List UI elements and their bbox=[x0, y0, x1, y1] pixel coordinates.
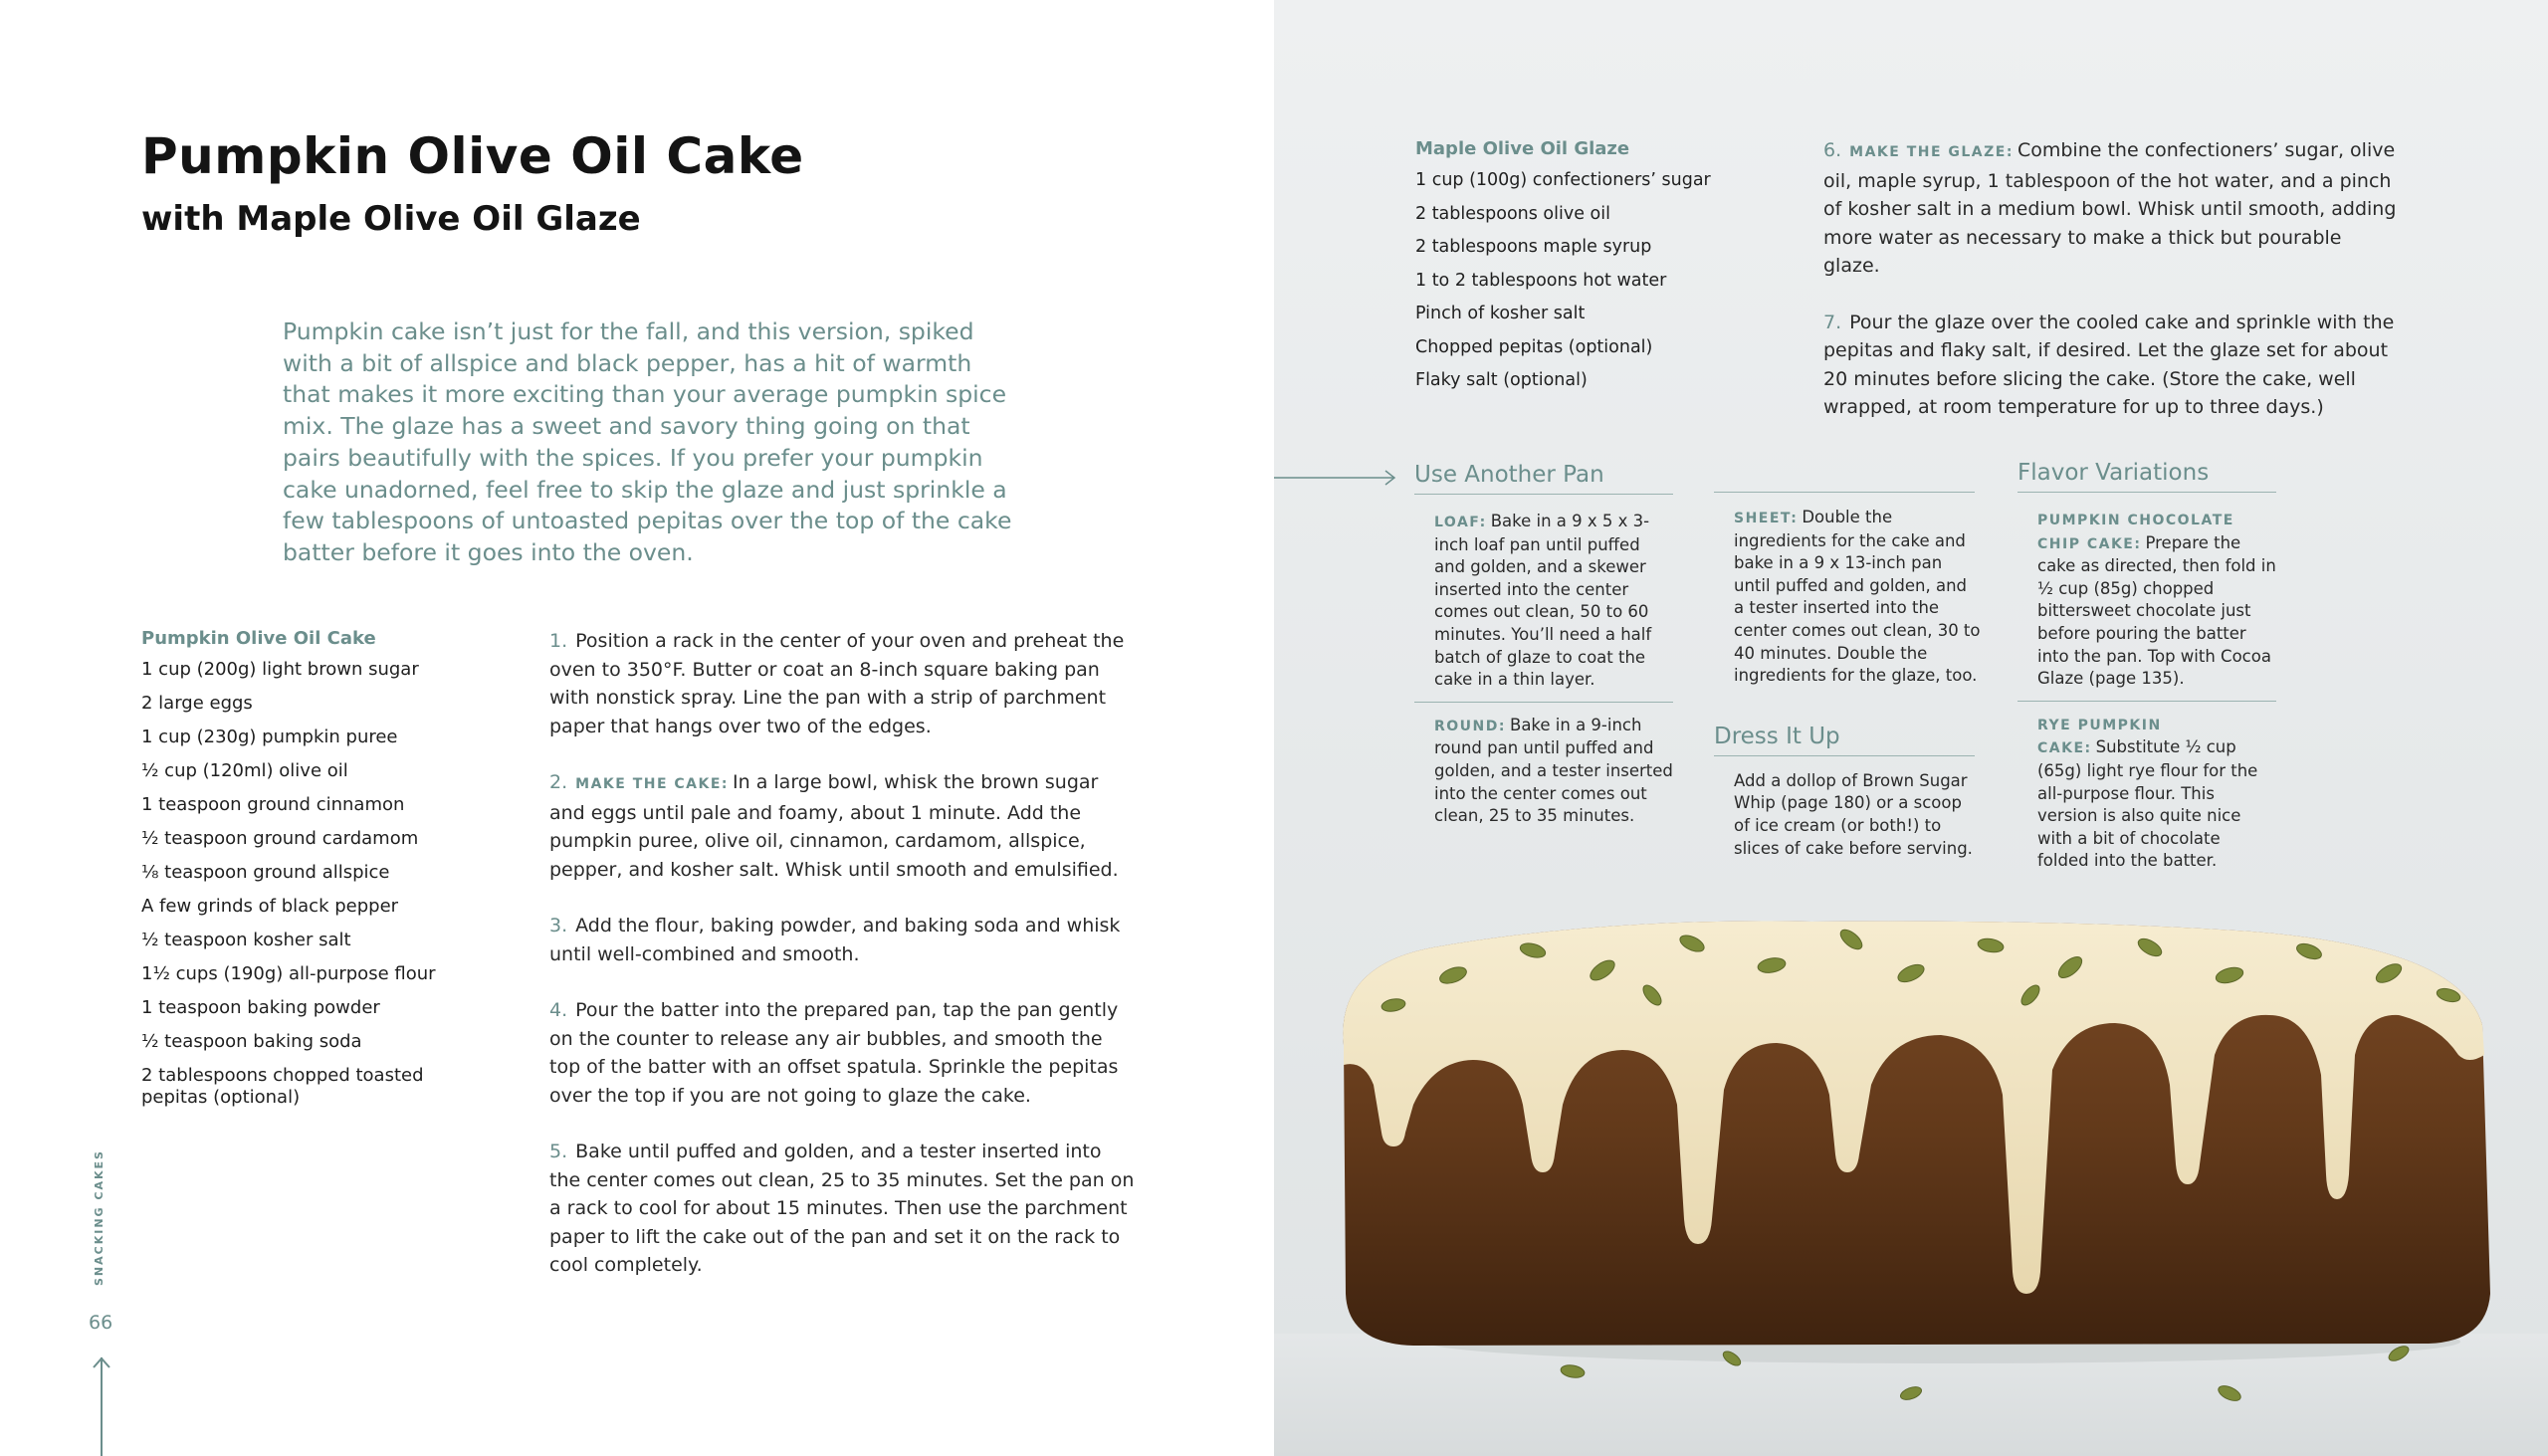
page-number: 66 bbox=[89, 1312, 113, 1334]
up-arrow-icon bbox=[92, 1355, 111, 1369]
ingredient-item: ½ teaspoon ground cardamom bbox=[141, 828, 419, 849]
ingredient-item: Pinch of kosher salt bbox=[1415, 304, 1586, 323]
chocolate-variation bbox=[2017, 509, 2276, 691]
right-arrow-icon bbox=[1274, 468, 1397, 488]
step-number: 7. bbox=[1823, 311, 1842, 333]
glaze-ingredients bbox=[1415, 138, 1734, 403]
ingredient-item: 1½ cups (190g) all-purpose flour bbox=[141, 963, 436, 984]
step-number: 3. bbox=[549, 915, 568, 936]
step-text: In a large bowl, whisk the brown sugar and eggs until pale and foamy, about 1 minute. Add the pumpkin puree, olive oil, cinnamon, cardamom, allspice, pepper, and kosher salt. Whisk until smooth and emulsified. bbox=[549, 771, 1119, 881]
ingredient-item: ½ teaspoon baking soda bbox=[141, 1031, 362, 1052]
ingredient-item: 1 cup (100g) confectioners’ sugar bbox=[1415, 170, 1711, 190]
cake-ingredients bbox=[141, 628, 510, 1121]
glaze-ingredients-heading: Maple Olive Oil Glaze bbox=[1415, 138, 1630, 159]
ingredient-item: 2 tablespoons olive oil bbox=[1415, 203, 1610, 224]
rye-text: Substitute ½ cup (65g) light rye flour for the all-purpose flour. This version is also quite nice with a bit of chocolate folded into the batter. bbox=[2037, 737, 2258, 871]
cake-photo bbox=[1274, 856, 2548, 1456]
chocolate-lead: PUMPKIN CHOCOLATE CHIP CAKE: bbox=[2037, 513, 2234, 552]
sheet-lead: SHEET: bbox=[1734, 511, 1799, 526]
round-text: Bake in a 9-inch round pan until puffed and golden, and a tester inserted into the center comes out clean, 25 to 35 minutes. bbox=[1434, 715, 1673, 826]
step-lead: MAKE THE GLAZE: bbox=[1849, 144, 2014, 160]
chocolate-text: Prepare the cake as directed, then fold in ½ cup (85g) chopped bittersweet chocolate just before pouring the batter into the pan. Top with Cocoa Glaze (page 135). bbox=[2037, 532, 2276, 689]
intro-paragraph: Pumpkin cake isn’t just for the fall, and this version, spiked with a bit of allspice and black pepper, has a hit of warmth that makes it more exciting than your average pumpkin spice mix. The glaze has a sweet and savory thing going on that pairs beautifully with the spices. If you prefer your pumpkin cake unadorned, feel free to skip the glaze and just sprinkle a few tablespoons of untoasted pepitas over the top of the cake batter before it goes into the oven. bbox=[283, 317, 1012, 566]
step-lead: MAKE THE CAKE: bbox=[575, 776, 730, 792]
ingredient-item: 1 teaspoon ground cinnamon bbox=[141, 794, 405, 815]
recipe-subtitle: with Maple Olive Oil Glaze bbox=[141, 199, 641, 239]
ingredient-item: A few grinds of black pepper bbox=[141, 896, 399, 917]
method-step bbox=[549, 1138, 1137, 1280]
loaf-text: Bake in a 9 x 5 x 3-inch loaf pan until puffed and golden, and a skewer inserted into the center comes out clean, 50 to 60 minutes. You’ll need a half batch of glaze to coat the cake in a thin layer. bbox=[1434, 512, 1652, 690]
step-text: Bake until puffed and golden, and a tester inserted into the center comes out clean, 25 to 35 minutes. Set the pan on a rack to cool for about 15 minutes. Then use the parchment paper to lift the cake out of the pan and set it on the rack to cool completely. bbox=[549, 1141, 1135, 1276]
round-lead: ROUND: bbox=[1434, 718, 1506, 734]
rye-lead: RYE PUMPKIN CAKE: bbox=[2037, 717, 2162, 757]
step-text: Pour the glaze over the cooled cake and sprinkle with the pepitas and flaky salt, if desired. Let the glaze set for about 20 minutes before slicing the cake. (Store the cake, well wrapped, at room temperature for up to three days.) bbox=[1823, 311, 2395, 418]
sheet-text: Double the ingredients for the cake and bake in a 9 x 13-inch pan until puffed and golden, and a tester inserted into the center comes out clean, 30 to 40 minutes. Double the ingredients for the glaze, too. bbox=[1734, 508, 1981, 686]
side-rule bbox=[101, 1357, 103, 1456]
cake-ingredients-heading: Pumpkin Olive Oil Cake bbox=[141, 628, 376, 649]
method-step bbox=[549, 627, 1137, 740]
ingredient-item: Chopped pepitas (optional) bbox=[1415, 336, 1653, 357]
dress-it-up-text: Add a dollop of Brown Sugar Whip (page 180) or a scoop of ice cream (or both!) to slices of cake before serving. bbox=[1734, 770, 1973, 858]
ingredient-item: Flaky salt (optional) bbox=[1415, 370, 1588, 390]
sheet-variation bbox=[1714, 507, 1981, 688]
round-variation bbox=[1414, 715, 1673, 828]
flavor-variations-box bbox=[2017, 460, 2276, 873]
use-another-pan-box bbox=[1414, 462, 1673, 828]
step-number: 4. bbox=[549, 999, 568, 1021]
flavor-variations-heading: Flavor Variations bbox=[2017, 460, 2276, 493]
ingredient-item: 2 large eggs bbox=[141, 693, 253, 714]
step-text: Pour the batter into the prepared pan, tap the pan gently on the counter to release any air bubbles, and smooth the top of the batter with an offset spatula. Sprinkle the pepitas over the top if you are not going to glaze the cake. bbox=[549, 999, 1119, 1107]
step-number: 6. bbox=[1823, 139, 1842, 161]
cake-ingredient-list bbox=[141, 659, 510, 1109]
rye-variation bbox=[2017, 714, 2276, 873]
step-text: Position a rack in the center of your oven and preheat the oven to 350°F. Butter or coat an 8-inch square baking pan with nonstick spray. Line the pan with a strip of parchment paper that hangs over two of the edges. bbox=[549, 630, 1125, 737]
loaf-lead: LOAF: bbox=[1434, 515, 1487, 530]
divider bbox=[1714, 492, 1975, 507]
step-number: 1. bbox=[549, 630, 568, 652]
method-step bbox=[549, 996, 1137, 1110]
method-step bbox=[1823, 309, 2401, 422]
section-side-label: SNACKING CAKES bbox=[93, 1149, 106, 1286]
step-number: 2. bbox=[549, 771, 568, 793]
method-step bbox=[549, 912, 1137, 968]
ingredient-item: 2 tablespoons maple syrup bbox=[1415, 237, 1652, 257]
method-steps bbox=[549, 627, 1137, 1308]
ingredient-item: ⅛ teaspoon ground allspice bbox=[141, 862, 390, 883]
recipe-title: Pumpkin Olive Oil Cake bbox=[141, 127, 804, 185]
use-another-pan-heading: Use Another Pan bbox=[1414, 462, 1673, 495]
ingredient-item: 1 to 2 tablespoons hot water bbox=[1415, 270, 1667, 291]
step-text: Add the flour, baking powder, and baking soda and whisk until well-combined and smooth. bbox=[549, 915, 1121, 965]
divider bbox=[2017, 701, 2276, 714]
loaf-variation bbox=[1414, 511, 1673, 692]
ingredient-item: 1 teaspoon baking powder bbox=[141, 997, 380, 1018]
ingredient-item: ½ teaspoon kosher salt bbox=[141, 930, 351, 950]
step-text: Combine the confectioners’ sugar, olive oil, maple syrup, 1 tablespoon of the hot water, and a pinch of kosher salt in a medium bowl. Whisk until smooth, adding more water as necessary to make a thick but pourable glaze. bbox=[1823, 139, 2397, 277]
sheet-and-dress-box bbox=[1714, 492, 1981, 860]
divider bbox=[1414, 702, 1673, 715]
glaze-ingredient-list bbox=[1415, 169, 1734, 391]
ingredient-item: 1 cup (230g) pumpkin puree bbox=[141, 727, 398, 747]
ingredient-item: 2 tablespoons chopped toasted pepitas (optional) bbox=[141, 1065, 424, 1108]
ingredient-item: ½ cup (120ml) olive oil bbox=[141, 760, 348, 781]
method-step bbox=[549, 768, 1137, 884]
ingredient-item: 1 cup (200g) light brown sugar bbox=[141, 659, 419, 680]
method-step bbox=[1823, 136, 2401, 281]
glaze-steps bbox=[1823, 136, 2401, 450]
dress-it-up-heading: Dress It Up bbox=[1714, 724, 1975, 756]
step-number: 5. bbox=[549, 1141, 568, 1162]
